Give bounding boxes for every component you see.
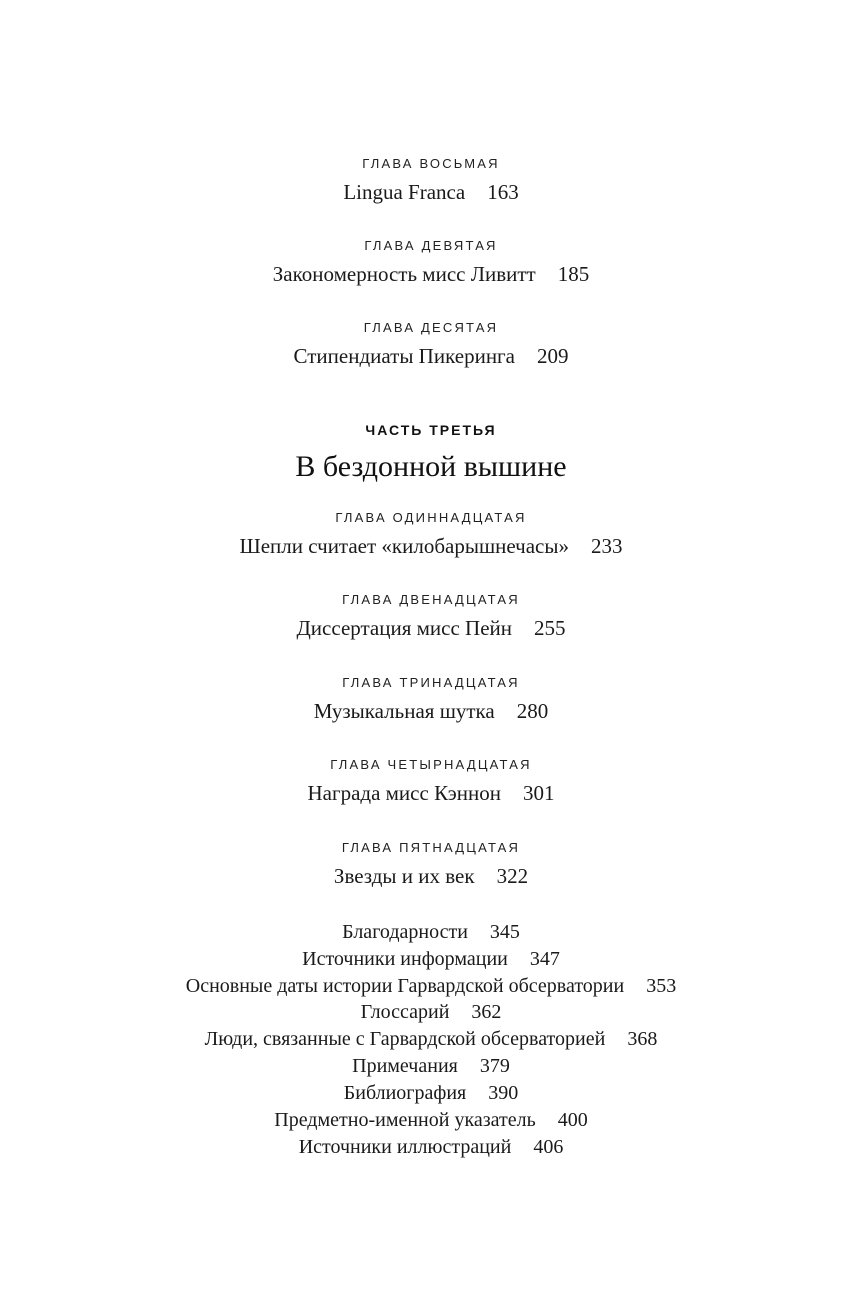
back-acknowledgements[interactable] — [0, 921, 862, 944]
back-page: 400 — [557, 1109, 588, 1131]
back-people[interactable] — [0, 1028, 862, 1051]
chapter-11-page: 233 — [590, 534, 623, 558]
part-3-label: ЧАСТЬ ТРЕТЬЯ — [365, 422, 497, 438]
chapter-8-title: Lingua Franca — [343, 180, 466, 204]
chapter-9-entry[interactable] — [0, 262, 862, 287]
chapter-14-title: Награда мисс Кэннон — [307, 781, 502, 805]
chapter-8-page: 163 — [487, 180, 519, 204]
chapter-14-label: ГЛАВА ЧЕТЫРНАДЦАТАЯ — [330, 757, 532, 772]
back-title: Источники информации — [302, 948, 508, 970]
back-illustration-credits[interactable] — [0, 1136, 862, 1159]
chapter-15-page: 322 — [496, 864, 529, 888]
chapter-12-entry[interactable] — [0, 616, 862, 641]
back-page: 379 — [479, 1055, 510, 1077]
chapter-14-entry[interactable] — [0, 781, 862, 806]
chapter-12-title: Диссертация мисс Пейн — [296, 616, 513, 640]
chapter-15-entry[interactable] — [0, 864, 862, 889]
chapter-9-page: 185 — [557, 262, 590, 286]
chapter-10-entry[interactable] — [0, 344, 862, 369]
back-page: 390 — [488, 1082, 519, 1104]
back-sources[interactable] — [0, 948, 862, 971]
back-title: Предметно-именной указатель — [274, 1109, 536, 1131]
back-page: 406 — [533, 1136, 564, 1158]
chapter-8-entry[interactable] — [0, 180, 862, 205]
back-page: 347 — [529, 948, 560, 970]
chapter-12-label: ГЛАВА ДВЕНАДЦАТАЯ — [342, 592, 520, 607]
back-page: 345 — [489, 921, 520, 943]
chapter-13-title: Музыкальная шутка — [313, 699, 495, 723]
back-notes[interactable] — [0, 1055, 862, 1078]
chapter-10-label: ГЛАВА ДЕСЯТАЯ — [363, 320, 499, 335]
chapter-8-label: ГЛАВА ВОСЬМАЯ — [362, 156, 500, 171]
chapter-11-label: ГЛАВА ОДИННАДЦАТАЯ — [335, 510, 527, 525]
back-title: Примечания — [352, 1055, 458, 1077]
back-title: Люди, связанные с Гарвардской обсерваторией — [204, 1028, 606, 1050]
chapter-13-page: 280 — [516, 699, 549, 723]
chapter-11-title: Шепли считает «килобарышнечасы» — [239, 534, 569, 558]
back-title: Глоссарий — [360, 1001, 450, 1023]
back-page: 362 — [471, 1001, 502, 1023]
chapter-13-label: ГЛАВА ТРИНАДЦАТАЯ — [342, 675, 520, 690]
chapter-10-title: Стипендиаты Пикеринга — [293, 344, 515, 368]
part-3-title: В бездонной вышине — [295, 450, 567, 483]
back-title: Источники иллюстраций — [298, 1136, 512, 1158]
back-page: 353 — [646, 975, 677, 997]
back-title: Библиография — [343, 1082, 467, 1104]
chapter-15-label: ГЛАВА ПЯТНАДЦАТАЯ — [341, 840, 521, 855]
back-timeline[interactable] — [0, 975, 862, 998]
back-glossary[interactable] — [0, 1001, 862, 1024]
back-bibliography[interactable] — [0, 1082, 862, 1105]
chapter-10-page: 209 — [537, 344, 569, 368]
chapter-12-page: 255 — [534, 616, 566, 640]
back-title: Благодарности — [342, 921, 468, 943]
chapter-15-title: Звезды и их век — [333, 864, 475, 888]
chapter-9-title: Закономерность мисс Ливитт — [272, 262, 536, 286]
chapter-13-entry[interactable] — [0, 699, 862, 724]
back-title: Основные даты истории Гарвардской обсерватории — [185, 975, 625, 997]
chapter-9-label: ГЛАВА ДЕВЯТАЯ — [364, 238, 498, 253]
back-index[interactable] — [0, 1109, 862, 1132]
chapter-11-entry[interactable] — [0, 534, 862, 559]
chapter-14-page: 301 — [523, 781, 555, 805]
back-page: 368 — [627, 1028, 658, 1050]
